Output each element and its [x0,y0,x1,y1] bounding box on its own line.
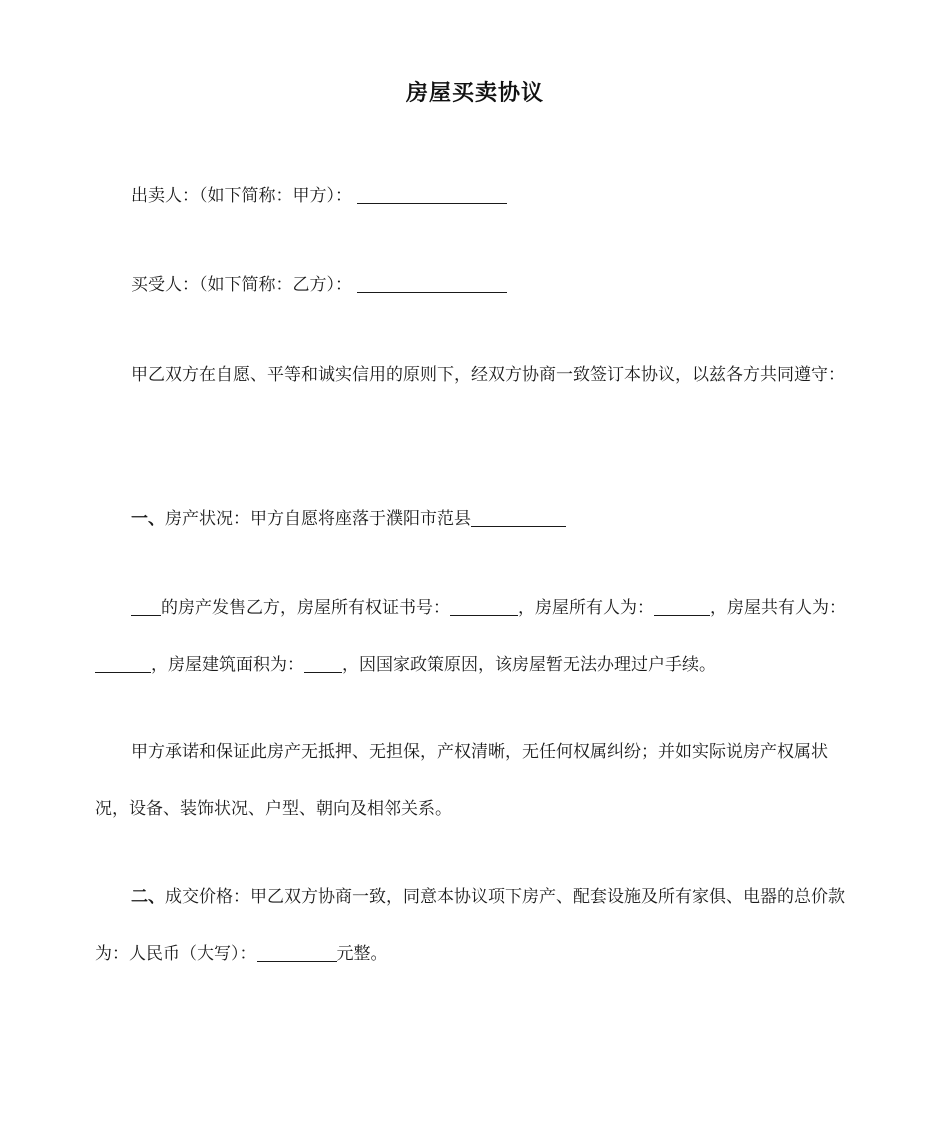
section1-heading: 一、 [131,509,165,529]
intro-paragraph: 甲乙双方在自愿、平等和诚实信用的原则下，经双方协商一致签订本协议，以兹各方共同遵守： [131,365,845,385]
section2-heading: 二、 [131,887,165,907]
section1-text-e: ，房屋建筑面积为： [151,655,304,675]
section2-text-b: 元整。 [336,944,388,964]
seller-label: 出卖人：（如下简称：甲方）： [131,186,352,206]
section1-text-b: 的房产发售乙方，房屋所有权证书号： [161,598,450,618]
area-blank [304,655,342,673]
seller-blank [357,186,507,204]
price-blank [257,944,337,962]
seller-line [95,168,857,225]
buyer-label: 买受人：（如下简称：乙方）： [131,275,352,295]
co-owner-blank [95,655,151,673]
location-cont-blank [131,598,161,616]
section1-details [95,580,857,694]
section1-text-c: ，房屋所有人为： [518,598,654,618]
section1-location [95,491,857,548]
section1-text-d: ，房屋共有人为： [710,598,846,618]
section1-warranty: 甲方承诺和保证此房产无抵押、无担保，产权清晰，无任何权属纠纷；并如实际说房产权属状况，设备、装饰状况、户型、朝向及相邻关系。 [95,742,828,819]
section2-price [95,869,857,983]
document-title: 房屋买卖协议 [405,81,544,106]
buyer-blank [357,275,507,293]
owner-blank [654,598,710,616]
buyer-line [95,257,857,314]
location-blank [471,509,566,527]
section1-text-a: 房产状况：甲方自愿将座落于濮阳市范县 [165,509,471,529]
section1-text-f: ，因国家政策原因，该房屋暂无法办理过户手续。 [342,655,716,675]
certificate-blank [450,598,518,616]
section2-text-a: 成交价格：甲乙双方协商一致，同意本协议项下房产、配套设施及所有家俱、电器的总价款为：人民币（大写）： [95,887,845,964]
